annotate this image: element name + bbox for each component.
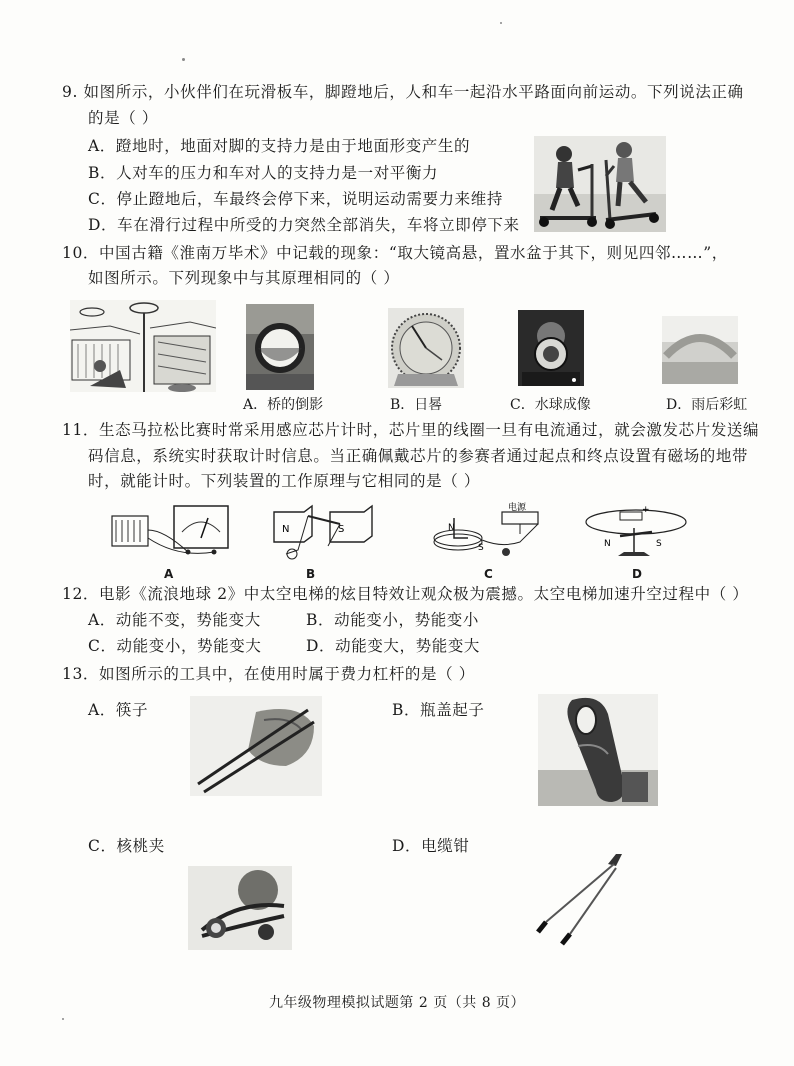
q12-option-c: C．动能变小，势能变大: [88, 637, 262, 655]
scooter-kids-image: [534, 136, 666, 232]
q12-option-d: D．动能变大，势能变大: [306, 637, 481, 655]
q11-figure-label-b: B: [306, 567, 316, 581]
device-a-figure: [108, 500, 240, 562]
b-magnet-s: S: [338, 524, 345, 535]
scan-speck: [500, 22, 502, 24]
page-footer: 九年级物理模拟试题第 2 页（共 8 页）: [268, 995, 526, 1011]
sundial-image: [388, 308, 464, 388]
bridge-reflection-image: [246, 304, 314, 390]
q12-stem: 12．电影《流浪地球 2》中太空电梯的炫目特效让观众极为震撼。太空电梯加速升空过程中（ ）: [62, 585, 749, 603]
q11-stem-line2: 码信息，系统实时获取计时信息。当正确佩戴芯片的参赛者通过起点和终点设置有磁场的地带: [88, 447, 749, 465]
walnut-cracker-image: [188, 866, 292, 950]
c-magnet-s: S: [478, 543, 484, 553]
q9-option-c: C．停止蹬地后，车最终会停下来，说明运动需要力来维持: [88, 190, 503, 208]
q11-figure-label-d: D: [632, 567, 642, 581]
q9-option-d: D．车在滑行过程中所受的力突然全部消失，车将立即停下来: [88, 216, 520, 234]
d-battery-plus: +: [642, 505, 650, 515]
q9-option-b: B．人对车的压力和车对人的支持力是一对平衡力: [88, 164, 439, 182]
q10-caption-c: C．水球成像: [510, 397, 591, 413]
q12-option-a: A．动能不变，势能变大: [88, 611, 261, 629]
q11-figure-label-a: A: [164, 567, 174, 581]
device-b-figure: [268, 502, 374, 562]
q11-figure-label-c: C: [484, 567, 493, 581]
c-magnet-n: N: [448, 523, 455, 533]
d-needle-s: S: [656, 539, 662, 549]
ancient-mirror-illustration: [70, 300, 216, 392]
cable-cutter-image: [522, 850, 630, 946]
q9-stem-line2: 的是（ ）: [88, 109, 158, 127]
q13-option-c: C．核桃夹: [88, 837, 165, 855]
q12-option-b: B．动能变小，势能变小: [306, 611, 479, 629]
q10-caption-a: A．桥的倒影: [243, 397, 324, 413]
device-d-figure: [582, 502, 692, 562]
b-magnet-n: N: [282, 524, 290, 535]
scan-speck: [182, 58, 185, 61]
q11-stem-line3: 时，就能计时。下列装置的工作原理与它相同的是（ ）: [88, 472, 480, 490]
q11-stem-line1: 11．生态马拉松比赛时常采用感应芯片计时，芯片里的线圈一旦有电流通过，就会激发芯片发送编: [62, 421, 760, 439]
q10-caption-b: B．日晷: [390, 397, 443, 413]
water-ball-image: [518, 310, 584, 386]
rainbow-image: [662, 316, 738, 384]
q9-stem-line1: 9. 如图所示，小伙伴们在玩滑板车，脚蹬地后，人和车一起沿水平路面向前运动。下列说法正确: [62, 83, 744, 101]
scan-speck: [62, 1018, 64, 1020]
q10-caption-d: D．雨后彩虹: [666, 397, 748, 413]
c-battery-label: 电源: [508, 503, 527, 513]
bottle-opener-image: [538, 694, 658, 806]
chopsticks-image: [190, 696, 322, 796]
q13-option-b: B．瓶盖起子: [392, 701, 485, 719]
q10-stem-line2: 如图所示。下列现象中与其原理相同的（ ）: [88, 269, 400, 287]
q10-stem-line1: 10．中国古籍《淮南万毕术》中记载的现象：“取大镜高悬，置水盆于其下，则见四邻……”，: [62, 244, 728, 262]
device-c-figure: [424, 502, 548, 562]
q13-option-a: A．筷子: [88, 701, 149, 719]
q13-option-d: D．电缆钳: [392, 837, 470, 855]
d-needle-n: N: [604, 539, 611, 549]
q9-option-a: A．蹬地时，地面对脚的支持力是由于地面形变产生的: [88, 137, 471, 155]
q13-stem: 13．如图所示的工具中，在使用时属于费力杠杆的是（ ）: [62, 665, 475, 683]
